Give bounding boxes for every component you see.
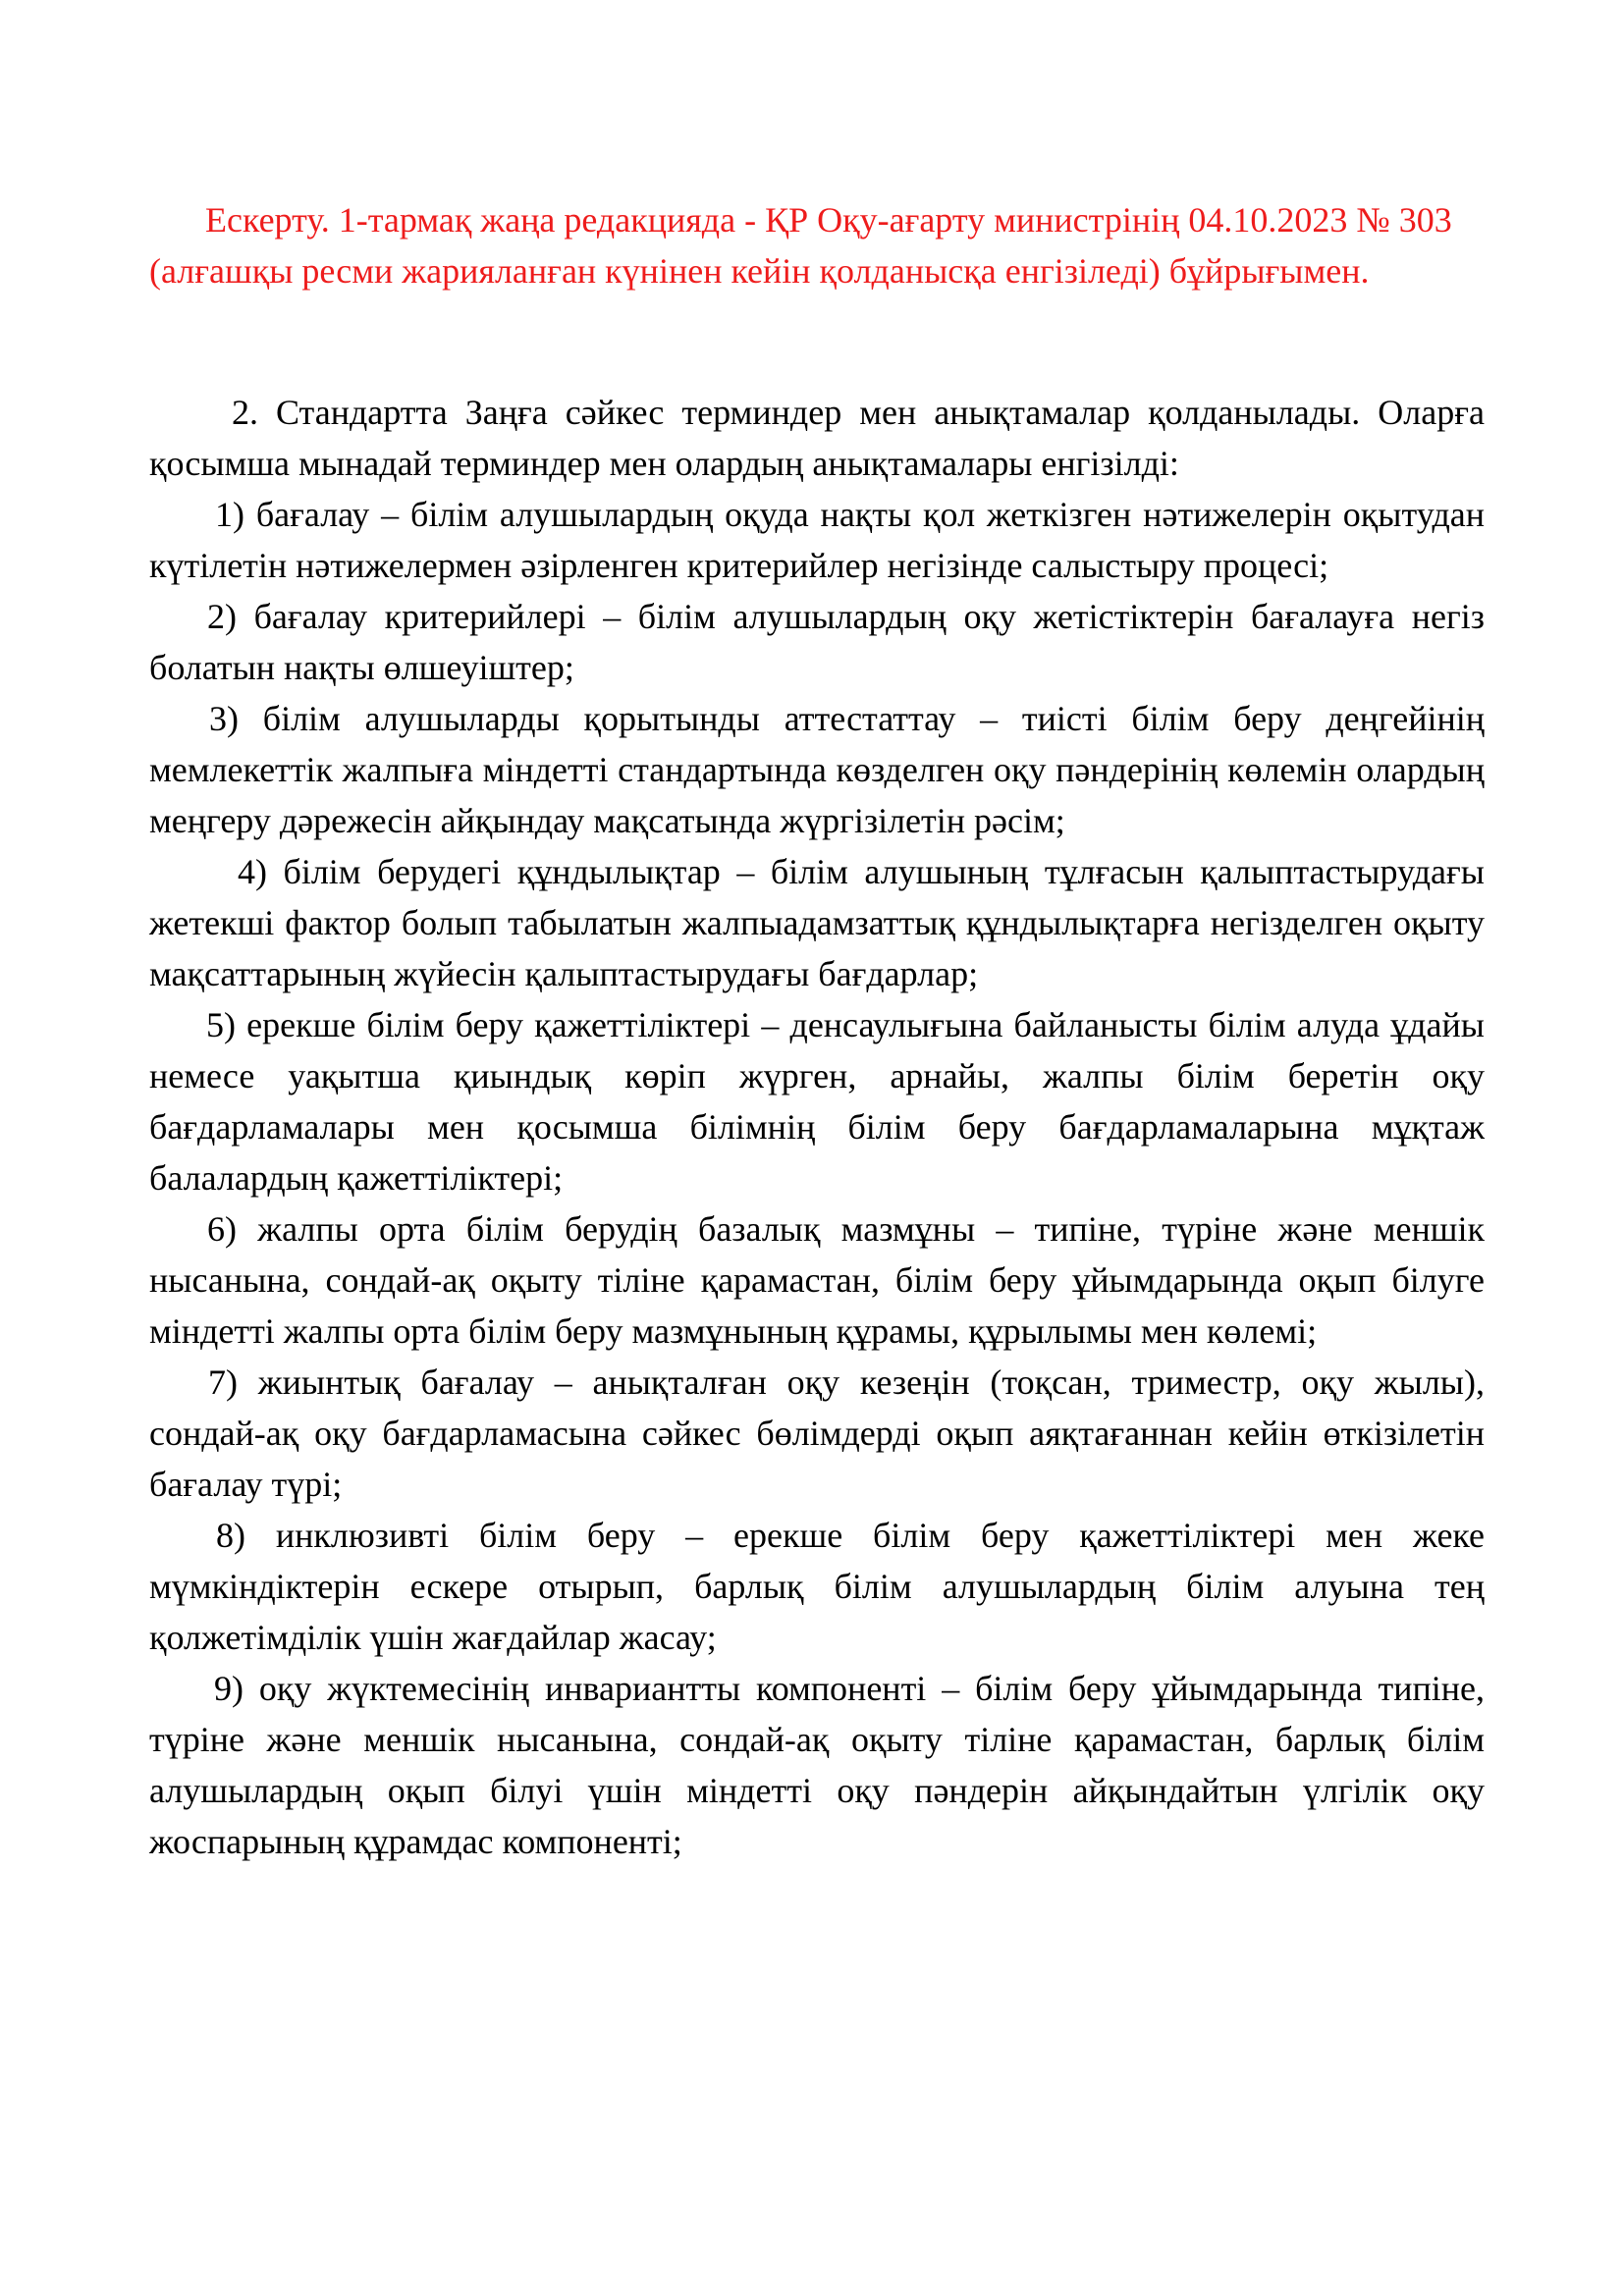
- document-body: [149, 387, 1485, 1867]
- paragraph-intro: 2. Стандартта Заңға сәйкес терминдер мен анықтамалар қолданылады. Оларға қосымша мынадай терминдер мен олардың анықтамалары енгізілді:: [149, 393, 1485, 483]
- definition-item-2: 2) бағалау критерийлері – білім алушылардың оқу жетістіктерін бағалауға негіз болатын нақты өлшеуіштер;: [149, 597, 1485, 687]
- definition-item-7: 7) жиынтық бағалау – анықталған оқу кезеңін (тоқсан, триместр, оқу жылы), сондай-ақ оқу бағдарламасына сәйкес бөлімдерді оқып аяқтағаннан кейін өткізілетін бағалау түрі;: [149, 1362, 1485, 1504]
- amendment-note: [149, 194, 1485, 296]
- definition-item-4: 4) білім берудегі құндылықтар – білім алушының тұлғасын қалыптастырудағы жетекші фактор болып табылатын жалпыадамзаттық құндылықтарға негізделген оқыту мақсаттарының жүйесін қалыптастырудағы бағдарлар;: [149, 852, 1485, 993]
- definition-item-1: 1) бағалау – білім алушылардың оқуда нақты қол жеткізген нәтижелерін оқытудан күтілетін нәтижелермен әзірленген критерийлер негізінде салыстыру процесі;: [149, 495, 1485, 585]
- definition-item-8: 8) инклюзивті білім беру – ерекше білім беру қажеттіліктері мен жеке мүмкіндіктерін ескере отырып, барлық білім алушылардың білім алуына тең қолжетімділік үшін жағдайлар жасау;: [149, 1516, 1485, 1657]
- definition-item-9: 9) оқу жүктемесінің инвариантты компоненті – білім беру ұйымдарында типіне, түріне және меншік нысанына, сондай-ақ оқыту тіліне қарамастан, барлық білім алушылардың оқып білуі үшін міндетті оқу пәндерін айқындайтын үлгілік оқу жоспарының құрамдас компоненті;: [149, 1669, 1485, 1861]
- amendment-note-text: Ескерту. 1-тармақ жаңа редакцияда - ҚР Оқу-ағарту министрінің 04.10.2023 № 303 (алғашқы ресми жарияланған күнінен кейін қолданысқа енгізіледі) бұйрығымен.: [149, 200, 1452, 291]
- definition-item-5: 5) ерекше білім беру қажеттіліктері – денсаулығына байланысты білім алуда ұдайы немесе уақытша қиындық көріп жүрген, арнайы, жалпы білім беретін оқу бағдарламалары мен қосымша білімнің білім беру бағдарламаларына мұқтаж балалардың қажеттіліктері;: [149, 1005, 1485, 1198]
- definition-item-3: 3) білім алушыларды қорытынды аттестаттау – тиісті білім беру деңгейінің мемлекеттік жалпыға міндетті стандартында көзделген оқу пәндерінің көлемін олардың меңгеру дәрежесін айқындау мақсатында жүргізілетін рәсім;: [149, 699, 1485, 840]
- definition-item-6: 6) жалпы орта білім берудің базалық мазмұны – типіне, түріне және меншік нысанына, сондай-ақ оқыту тіліне қарамастан, білім беру ұйымдарында оқып білуге міндетті жалпы орта білім беру мазмұнының құрамы, құрылымы мен көлемі;: [149, 1209, 1485, 1351]
